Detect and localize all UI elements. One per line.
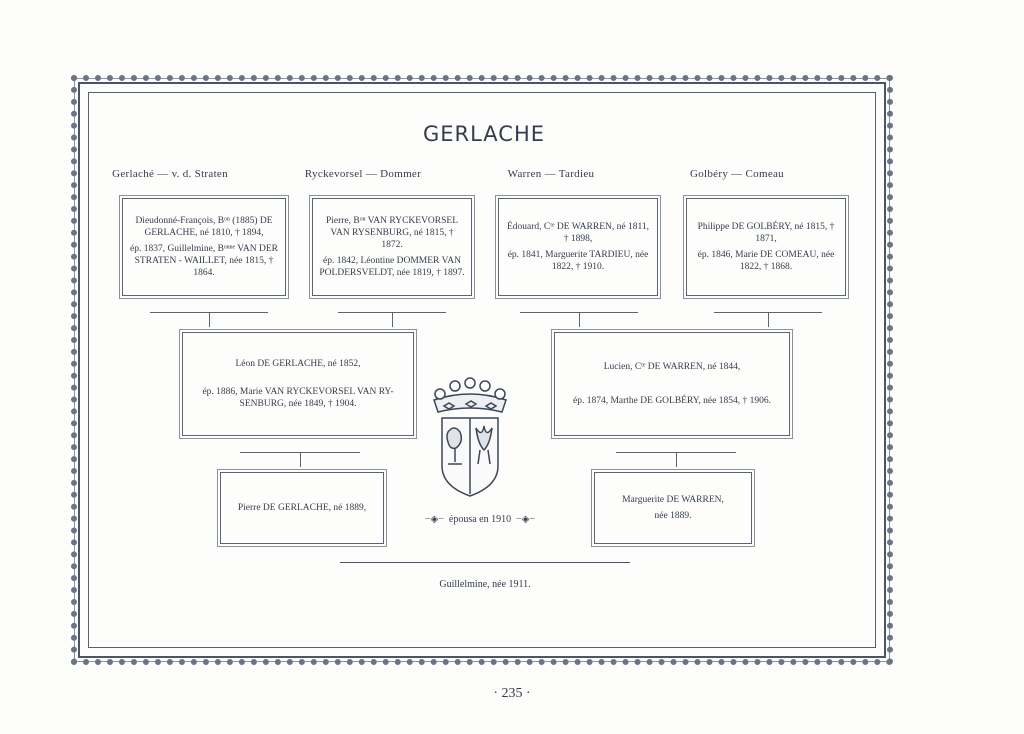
column-heading-golbery: Golbéry — Comeau [689,168,784,180]
page-number-value: 235 [501,686,523,701]
page-title: GERLACHE [422,122,546,146]
connector-stem [768,313,769,327]
column-heading-ryckevorsel: Ryckevorsel — Dommer [304,168,422,180]
child-entry: Guillelmine, née 1911. [439,579,531,590]
marriage-note [380,514,580,525]
ancestor-box-gerlache [122,198,286,296]
connector-stem [579,313,580,327]
ornament-left-icon: −◈− [424,514,444,525]
ancestor-line: ép. 1841, Marguerite TARDIEU, née 1822, † 1910. [507,250,649,272]
ancestor-line: Édouard, Cᵗᵉ DE WARREN, né 1811, † 1898, [507,222,649,244]
parent-line: Lucien, Cᵗᵉ DE WARREN, né 1844, [603,362,741,372]
ancestor-line: ép. 1837, Guillelmine, Bᵒⁿⁿᵉ VAN DER STRATEN - WAILLET, née 1815, † 1864. [129,244,279,278]
descendant-rule [340,562,630,563]
parent-line: ép. 1874, Marthe DE GOLBÉRY, née 1854, † 1906. [573,396,771,406]
ornamental-frame [78,82,886,658]
column-heading-gerlache: Gerlaché — v. d. Straten [112,168,228,180]
ornament-left-icon: · [493,686,498,701]
connector-brace [338,312,446,326]
spouse-box-gerlache [220,472,384,544]
connector-brace [520,312,638,326]
ancestor-box-golbery [686,198,846,296]
connector-stem [300,453,301,467]
spouse-line: née 1889. [654,511,692,521]
marriage-text: épousa en 1910 [448,514,512,525]
connector-brace [714,312,822,326]
connector-stem [676,453,677,467]
ornament-right-icon: −◈− [516,514,536,525]
connector-stem [209,313,210,327]
ancestor-line: ép. 1842, Léontine DOMMER VAN POLDERSVELDT, née 1819, † 1897. [319,256,465,278]
parent-line: Léon DE GERLACHE, né 1852, [235,359,361,369]
spouse-box-warren [594,472,752,544]
ancestor-box-warren [498,198,658,296]
spouse-line: Marguerite DE WARREN, [622,495,724,505]
coat-of-arms-icon [420,354,520,504]
connector-stem [392,313,393,327]
page-number [0,686,1024,702]
ancestor-line: Pierre, Bᵒⁿ VAN RYCKEVORSEL VAN RYSENBURG, né 1815, † 1872. [325,216,459,250]
parent-box-gerlache [182,332,414,436]
ornament-right-icon: · [526,686,531,701]
parent-box-warren [554,332,790,436]
connector-brace [240,452,360,466]
column-heading-warren: Warren — Tardieu [507,168,595,180]
ancestor-line: Philippe DE GOLBÉRY, né 1815, † 1871, [697,222,835,244]
spouse-line: Pierre DE GERLACHE, né 1889, [237,503,367,513]
connector-brace [616,452,736,466]
ancestor-box-ryckevorsel [312,198,472,296]
ancestor-line: Dieudonné-François, Bᵒⁿ (1885) DE GERLACHE, né 1810, † 1894, [135,216,273,238]
connector-brace [150,312,268,326]
parent-line: ép. 1886, Marie VAN RYCKEVORSEL VAN RY-SENBURG, née 1849, † 1904. [202,387,394,409]
ancestor-line: ép. 1846, Marie DE COMEAU, née 1822, † 1868. [697,250,835,272]
